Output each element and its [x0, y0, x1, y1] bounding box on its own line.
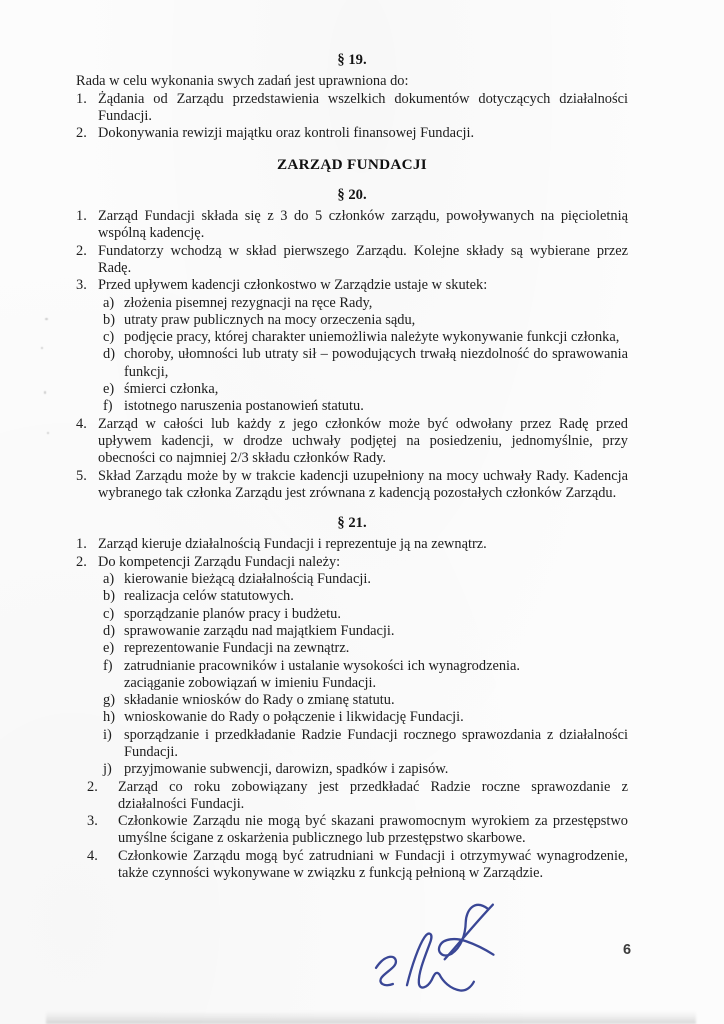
list-item-text: Członkowie Zarządu nie mogą być skazani prawomocnym wyrokiem za przestępstwo umyślne ścigane z oskarżenia publicznego lub przestępstwo skarbowe. — [118, 813, 628, 847]
paragraph: Rada w celu wykonania swych zadań jest uprawniona do: — [76, 73, 409, 90]
signature-ink-icon — [322, 881, 538, 1014]
scan-speck — [47, 432, 49, 434]
list-item-text: Zarząd Fundacji składa się z 3 do 5 członków zarządu, powoływanych na pięcioletnią wspólną kadencję. — [98, 208, 628, 242]
list-item-text: Zarząd kieruje działalnością Fundacji i reprezentuje ją na zewnątrz. — [98, 536, 487, 553]
list-item — [76, 623, 628, 640]
list-item — [76, 329, 628, 346]
section-heading: § 21. — [337, 515, 367, 532]
list-marker: b) — [103, 311, 115, 328]
list-item — [76, 416, 628, 468]
list-marker: h) — [103, 709, 115, 726]
list-item-text: Zarząd w całości lub każdy z jego członków może być odwołany przez Radę przed upływem kadencji, w drodze uchwały podjętej na posiedzeniu, jednomyślnie, przy obecności co najmniej 2/3 składu członków Rady. — [98, 415, 628, 467]
list-marker: 1. — [76, 536, 87, 553]
list-marker: 2. — [87, 778, 98, 795]
list-item — [76, 571, 628, 588]
list-item-text: sprawowanie zarządu nad majątkiem Fundacji. — [124, 622, 395, 639]
document-body — [76, 52, 628, 882]
list-marker: c) — [103, 605, 115, 622]
list-item — [76, 125, 628, 142]
list-marker: g) — [103, 692, 115, 709]
list-marker: f) — [103, 657, 113, 674]
list-item-text: Fundatorzy wchodzą w skład pierwszego Zarządu. Kolejne składy są wybierane przez Radę. — [98, 242, 628, 276]
list-item-text: Skład Zarządu może by w trakcie kadencji uzupełniony na mocy uchwały Rady. Kadencja wybranego tak członka Zarządu jest zrównana z kadencją pozostałych członków Zarządu. — [98, 467, 628, 501]
list-marker: d) — [103, 622, 115, 639]
list-item-text: złożenia pisemnej rezygnacji na ręce Rady, — [124, 294, 373, 311]
list-marker: d) — [103, 346, 115, 363]
list-item — [76, 813, 628, 848]
list-item-text: Przed upływem kadencji członkostwo w Zarządzie ustaje w skutek: — [98, 277, 488, 294]
list-item — [76, 692, 628, 709]
list-marker: i) — [103, 726, 112, 743]
list-marker: f) — [103, 398, 113, 415]
list-item-text: istotnego naruszenia postanowień statutu. — [124, 398, 364, 415]
list-item-text: kierowanie bieżącą działalnością Fundacji. — [124, 571, 371, 588]
list-item — [76, 91, 628, 126]
list-item — [76, 848, 628, 883]
page-number: 6 — [622, 942, 632, 958]
list-marker: e) — [103, 640, 115, 657]
list-item — [76, 554, 628, 571]
list-item-text: wnioskowanie do Rady o połączenie i likwidację Fundacji. — [124, 709, 464, 726]
list-item — [76, 536, 628, 553]
list-item — [76, 346, 628, 381]
section-heading: § 19. — [337, 52, 367, 68]
list-item — [76, 640, 628, 657]
section-heading: § 20. — [337, 186, 367, 203]
list-item — [76, 277, 628, 294]
list-item-text: Do kompetencji Zarządu Fundacji należy: — [98, 553, 341, 570]
list-item — [76, 606, 628, 623]
list-item — [76, 208, 628, 243]
list-item-text: składanie wniosków do Rady o zmianę statutu. — [124, 692, 395, 709]
list-item — [76, 658, 628, 675]
list-item — [76, 468, 628, 503]
list-marker: 4. — [87, 847, 98, 864]
list-marker: 2. — [76, 553, 87, 570]
list-marker: 2. — [76, 242, 87, 259]
list-marker: 1. — [76, 90, 87, 107]
list-item-text: śmierci członka, — [124, 381, 219, 398]
list-item-text: utraty praw publicznych na mocy orzeczenia sądu, — [124, 311, 416, 328]
list-marker: a) — [103, 571, 115, 588]
list-marker: e) — [103, 381, 115, 398]
list-item-text: realizacja celów statutowych. — [124, 588, 294, 605]
list-item-text: choroby, ułomności lub utraty sił – powodujących trwałą niezdolność do sprawowania funkcji, — [124, 346, 628, 380]
list-marker: 3. — [76, 277, 87, 294]
list-item — [76, 761, 628, 778]
list-item — [76, 312, 628, 329]
chapter-title: ZARZĄD FUNDACJI — [276, 156, 428, 174]
list-item-text: przyjmowanie subwencji, darowizn, spadków i zapisów. — [124, 761, 449, 778]
handwritten-signature — [322, 881, 538, 1014]
list-item-text: sporządzanie planów pracy i budżetu. — [124, 605, 341, 622]
list-marker: j) — [103, 761, 112, 778]
list-item — [76, 675, 628, 692]
list-item-text: Członkowie Zarządu mogą być zatrudniani w Fundacji i otrzymywać wynagrodzenie, także czynności wykonywane w związku z funkcją pełnioną w Zarządzie. — [118, 847, 628, 882]
scan-speck — [45, 318, 48, 320]
list-item-text: podjęcie pracy, której charakter uniemożliwia należyte wykonywanie funkcji członka, — [124, 329, 620, 346]
list-item — [76, 295, 628, 312]
list-marker: 5. — [76, 467, 87, 484]
list-item — [76, 779, 628, 814]
list-marker: 2. — [76, 125, 87, 142]
list-item-text: Zarząd co roku zobowiązany jest przedkładać Radzie roczne sprawozdanie z działalności Fundacji. — [118, 778, 628, 812]
list-item-text: Dokonywania rewizji majątku oraz kontroli finansowej Fundacji. — [98, 125, 475, 142]
list-item — [76, 398, 628, 415]
list-marker: a) — [103, 294, 115, 311]
list-marker: b) — [103, 588, 115, 605]
list-item-text: zaciąganie zobowiązań w imieniu Fundacji. — [124, 674, 377, 691]
list-item — [76, 381, 628, 398]
scan-speck — [41, 347, 43, 349]
list-item-text: Żądania od Zarządu przedstawienia wszelkich dokumentów dotyczących działalności Fundacji. — [98, 90, 628, 124]
list-item — [76, 727, 628, 762]
list-marker: 4. — [76, 415, 87, 432]
list-marker: 1. — [76, 208, 87, 225]
scan-speck — [44, 391, 46, 394]
list-item-text: reprezentowanie Fundacji na zewnątrz. — [124, 640, 350, 657]
list-marker: 3. — [87, 813, 98, 830]
list-item-text: zatrudnianie pracowników i ustalanie wysokości ich wynagrodzenia. — [124, 657, 521, 674]
list-item — [76, 709, 628, 726]
list-item — [76, 588, 628, 605]
list-item — [76, 243, 628, 278]
list-item-text: sporządzanie i przedkładanie Radzie Fundacji rocznego sprawozdania z działalności Fundacji. — [124, 726, 628, 760]
list-marker: c) — [103, 329, 115, 346]
scan-edge-shadow — [46, 1011, 696, 1024]
